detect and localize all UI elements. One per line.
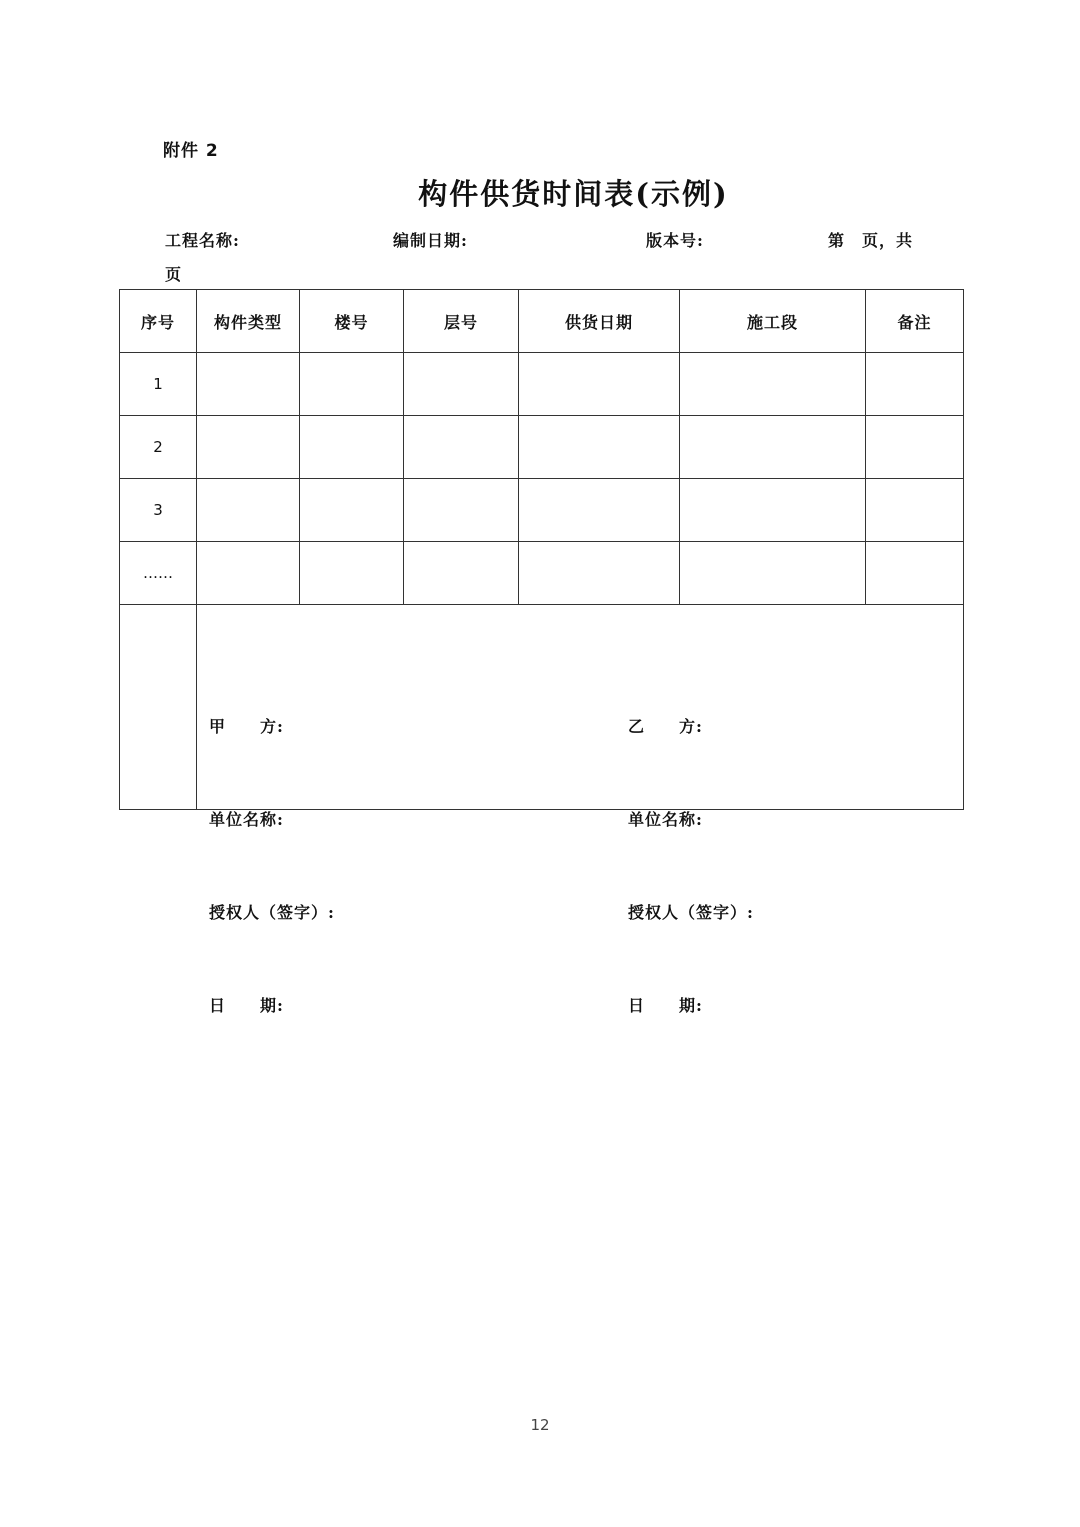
table-cell <box>866 479 964 542</box>
table-cell <box>300 353 404 416</box>
page-number: 12 <box>530 1416 550 1434</box>
table-cell <box>680 479 866 542</box>
row-seq: 3 <box>120 479 197 542</box>
table-cell <box>404 479 519 542</box>
table-cell <box>300 479 404 542</box>
signature-cell <box>197 605 964 1015</box>
table-header-row <box>120 290 964 353</box>
party-b-authorized-label: 授权人（签字）: <box>628 903 754 922</box>
page-count-label: 第 页，共 <box>828 231 914 250</box>
party-a-block <box>209 649 335 1083</box>
table-cell <box>197 416 300 479</box>
table-cell <box>519 479 680 542</box>
table-row <box>120 542 964 605</box>
table-cell <box>680 353 866 416</box>
party-b-date-label: 日 期: <box>628 996 703 1015</box>
signature-blank-cell <box>120 605 197 810</box>
table-cell <box>866 416 964 479</box>
party-a-label: 甲 方: <box>209 717 284 736</box>
attachment-label: 附件 2 <box>163 141 219 161</box>
table-cell <box>866 353 964 416</box>
table-row <box>120 353 964 416</box>
table-cell <box>197 353 300 416</box>
table-cell <box>404 542 519 605</box>
row-seq: 2 <box>120 416 197 479</box>
table-cell <box>519 353 680 416</box>
party-a-authorized-label: 授权人（签字）: <box>209 903 335 922</box>
header-building-no: 楼号 <box>300 290 404 353</box>
header-remarks: 备注 <box>866 290 964 353</box>
project-name-label: 工程名称: <box>165 231 240 250</box>
header-supply-date: 供货日期 <box>519 290 680 353</box>
table-cell <box>866 542 964 605</box>
table-cell <box>680 416 866 479</box>
table-cell <box>197 542 300 605</box>
table-cell <box>300 416 404 479</box>
party-b-label: 乙 方: <box>628 717 703 736</box>
table-cell <box>519 416 680 479</box>
row-seq: 1 <box>120 353 197 416</box>
supply-schedule-table <box>119 289 964 1015</box>
table-row <box>120 416 964 479</box>
party-b-block <box>628 649 754 1083</box>
table-cell <box>404 416 519 479</box>
table-cell <box>300 542 404 605</box>
signature-row <box>120 605 964 810</box>
document-title: 构件供货时间表(示例) <box>418 177 729 211</box>
header-seq: 序号 <box>120 290 197 353</box>
table-cell <box>519 542 680 605</box>
header-construction-section: 施工段 <box>680 290 866 353</box>
table-cell <box>197 479 300 542</box>
table-row <box>120 479 964 542</box>
header-component-type: 构件类型 <box>197 290 300 353</box>
party-a-date-label: 日 期: <box>209 996 284 1015</box>
compile-date-label: 编制日期: <box>393 231 468 250</box>
table-cell <box>404 353 519 416</box>
version-label: 版本号: <box>646 231 704 250</box>
row-seq: …… <box>120 542 197 605</box>
party-a-unit-label: 单位名称: <box>209 810 284 829</box>
header-floor-no: 层号 <box>404 290 519 353</box>
party-b-unit-label: 单位名称: <box>628 810 703 829</box>
page-count-label-continued: 页 <box>165 265 183 284</box>
table-cell <box>680 542 866 605</box>
